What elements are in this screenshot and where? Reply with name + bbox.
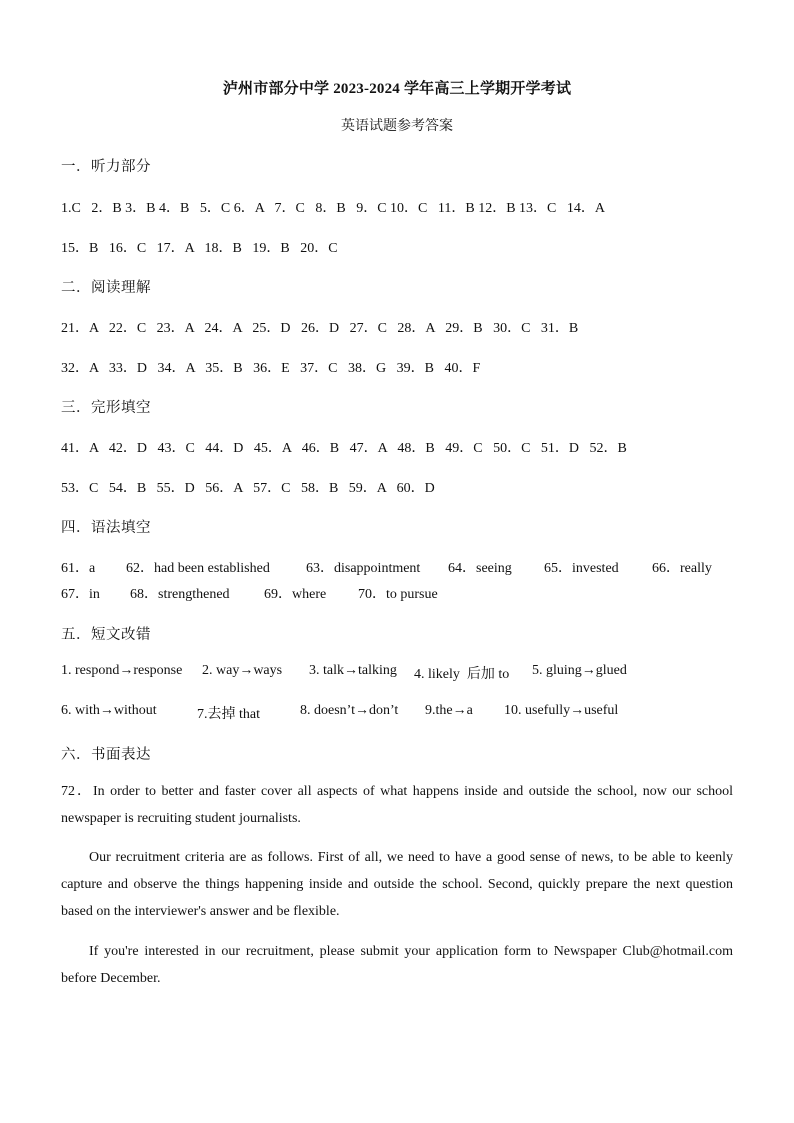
section-heading-cloze: 三．完形填空 [61, 400, 151, 416]
section-heading-listening: 一．听力部分 [61, 159, 151, 175]
reading-answers-line-2: 32．A 33．D 34．A 35．B 36．E 37．C 38．G 39．B 40．F [61, 361, 481, 376]
cloze-answers-line-2: 53．C 54．B 55．D 56．A 57．C 58．B 59．A 60．D [61, 481, 435, 496]
grammar-answer: 65．invested [544, 561, 619, 576]
correction-answer: 9.the→a [425, 703, 473, 718]
correction-answer: 6. with→without [61, 703, 157, 718]
writing-paragraph-2: Our recruitment criteria are as follows. First of all, we need to have a good sense of news, to be able to keenly capture and observe the things happening inside and outside the school. Second, quickly prepare the next question based on the interviewer's answer and be flexible. [61, 850, 733, 919]
correction-answer: 2. way→ways [202, 663, 283, 678]
correction-answer: 1. respond→response [61, 663, 183, 678]
section-heading-grammar: 四．语法填空 [61, 520, 151, 536]
correction-answer: 10. usefully→useful [504, 703, 619, 718]
grammar-answer: 62．had been established [126, 561, 270, 576]
cloze-answers-line-1: 41．A 42．D 43．C 44．D 45．A 46．B 47．A 48．B 49．C 50．C 51．D 52．B [61, 441, 627, 456]
grammar-answer: 64．seeing [448, 561, 512, 576]
grammar-answer: 66．really [652, 561, 712, 576]
grammar-answer: 63．disappointment [306, 561, 421, 576]
grammar-answer: 68．strengthened [130, 587, 230, 602]
reading-answers-line-1: 21．A 22．C 23．A 24．A 25．D 26．D 27．C 28．A 29．B 30．C 31．B [61, 321, 579, 336]
correction-answer: 8. doesn’t→don’t [300, 703, 399, 718]
grammar-answer: 70．to pursue [358, 587, 438, 602]
listening-answers-line-1: 1.C 2．B 3．B 4．B 5．C 6．A 7．C 8．B 9．C 10．C 11．B 12．B 13．C 14．A [61, 201, 605, 216]
writing-paragraph-3: If you're interested in our recruitment, please submit your application form to Newspaper Club@hotmail.com before December. [61, 944, 733, 986]
grammar-answer: 69．where [264, 587, 327, 602]
section-heading-reading: 二．阅读理解 [61, 280, 151, 296]
grammar-answer: 67．in [61, 587, 100, 602]
grammar-answer: 61．a [61, 561, 96, 576]
writing-paragraph-1: 72．In order to better and faster cover all aspects of what happens inside and outside the school, now our school newspaper is recruiting student journalists. [61, 784, 733, 826]
section-heading-correction: 五．短文改错 [61, 627, 151, 643]
correction-answer: 7.去掉 that [197, 707, 260, 722]
page-title: 泸州市部分中学 2023-2024 学年高三上学期开学考试 [222, 81, 572, 97]
correction-answer: 4. likely 后加 to [414, 667, 510, 682]
correction-answer: 3. talk→talking [309, 663, 397, 678]
correction-answer: 5. gluing→glued [532, 663, 627, 678]
section-heading-writing: 六．书面表达 [61, 747, 151, 763]
page-subtitle: 英语试题参考答案 [341, 119, 453, 134]
listening-answers-line-2: 15．B 16．C 17．A 18．B 19．B 20．C [61, 241, 338, 256]
